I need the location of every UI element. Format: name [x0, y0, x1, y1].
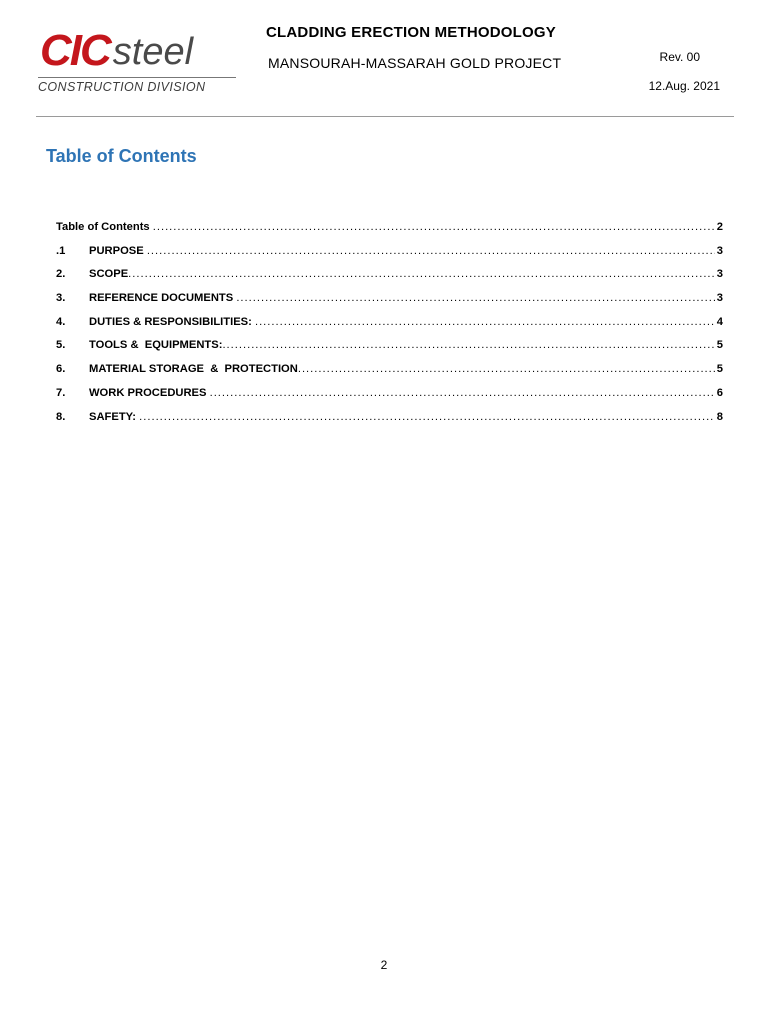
toc-entry-page: 3 — [716, 292, 723, 305]
toc-entry-page: 3 — [716, 268, 723, 281]
toc-entry-number: 6. — [56, 363, 66, 376]
toc-entry-label: DUTIES & RESPONSIBILITIES: — [89, 315, 255, 328]
toc-dot-leader — [222, 334, 714, 358]
toc-entry-reference-documents[interactable] — [56, 287, 723, 311]
header-divider — [36, 116, 734, 117]
toc-entry-scope[interactable] — [56, 263, 723, 287]
toc-entry-purpose[interactable] — [56, 240, 723, 264]
toc-entry-page: 4 — [716, 315, 723, 328]
logo-divider — [38, 77, 236, 78]
toc-dot-leader — [210, 382, 715, 406]
toc-entry-label: WORK PROCEDURES — [89, 386, 210, 399]
page-number: 2 — [380, 958, 388, 972]
toc-entry-number: .1 — [56, 244, 66, 257]
logo-brand-word: steel — [112, 31, 194, 73]
document-title: CLADDING ERECTION METHODOLOGY — [266, 24, 556, 41]
toc-entry-number: 3. — [56, 292, 66, 305]
toc-entry-safety[interactable] — [56, 406, 723, 430]
toc-dot-leader — [128, 263, 715, 287]
toc-entry-tools-equipments[interactable] — [56, 334, 723, 358]
toc-entry-label: REFERENCE DOCUMENTS — [89, 292, 237, 305]
toc-entry-table-of-contents[interactable] — [56, 216, 723, 240]
toc-entry-label: SAFETY: — [89, 410, 140, 423]
toc-dot-leader — [298, 358, 715, 382]
document-date: 12.Aug. 2021 — [648, 79, 720, 93]
logo-brand-mark: CIC — [40, 26, 110, 75]
toc-entry-number: 4. — [56, 315, 66, 328]
document-subtitle: MANSOURAH-MASSARAH GOLD PROJECT — [268, 55, 562, 71]
toc-entry-page: 5 — [716, 339, 723, 352]
toc-entry-page: 5 — [716, 363, 723, 376]
toc-entry-label: PURPOSE — [89, 244, 147, 257]
toc-entry-label: MATERIAL STORAGE & PROTECTION — [89, 363, 298, 376]
toc-entry-material-storage[interactable] — [56, 358, 723, 382]
toc-heading: Table of Contents — [46, 146, 197, 166]
toc-entry-label: TOOLS & EQUIPMENTS: — [89, 339, 223, 352]
toc-dot-leader — [139, 406, 715, 430]
logo-division-text: CONSTRUCTION DIVISION — [38, 80, 206, 94]
toc-entry-page: 3 — [716, 244, 723, 257]
toc-dot-leader — [153, 216, 715, 240]
toc-entry-number: 5. — [56, 339, 66, 352]
toc-entry-label: Table of Contents — [56, 221, 153, 233]
toc-entry-duties-responsibilities[interactable] — [56, 311, 723, 335]
toc-dot-leader — [236, 287, 714, 311]
toc-entry-page: 8 — [716, 410, 723, 423]
toc-entry-number: 7. — [56, 386, 66, 399]
logo-mark — [40, 26, 194, 75]
toc-dot-leader — [147, 240, 715, 264]
toc-entry-number: 8. — [56, 410, 66, 423]
toc-dot-leader — [255, 311, 715, 335]
revision-label: Rev. 00 — [659, 50, 700, 64]
toc-entry-page: 6 — [716, 386, 723, 399]
table-of-contents — [56, 216, 723, 429]
toc-entry-work-procedures[interactable] — [56, 382, 723, 406]
company-logo — [36, 26, 240, 96]
toc-entry-label: SCOPE — [89, 268, 129, 281]
toc-entry-number: 2. — [56, 268, 66, 281]
toc-entry-page: 2 — [716, 221, 723, 233]
